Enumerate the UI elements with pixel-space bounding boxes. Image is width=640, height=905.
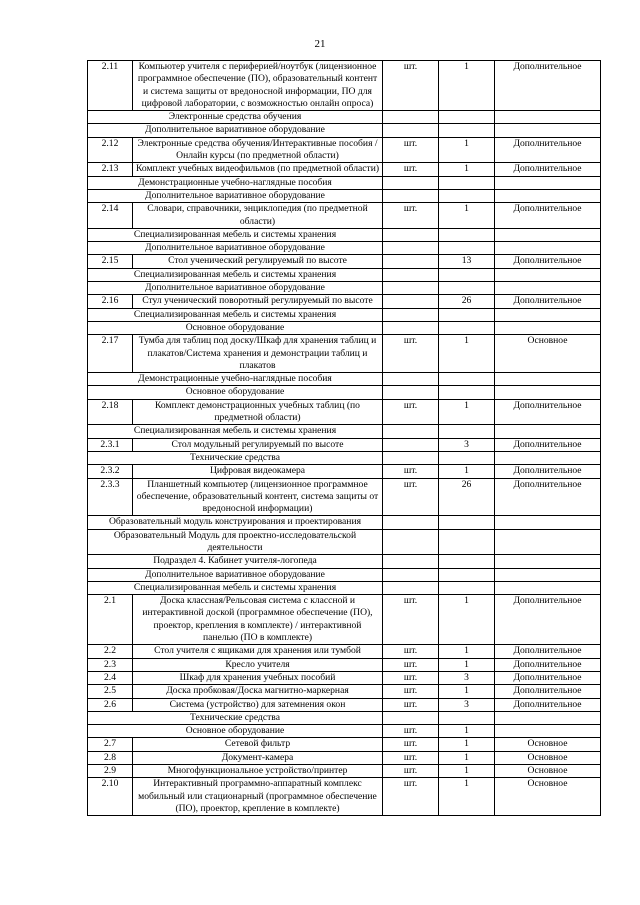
item-quantity: 1 xyxy=(439,778,495,816)
item-category: Основное xyxy=(495,335,601,373)
item-unit: шт. xyxy=(383,61,439,111)
table-row xyxy=(88,751,601,764)
item-number: 2.3.3 xyxy=(88,478,133,516)
item-quantity: 1 xyxy=(439,685,495,698)
table-row xyxy=(88,765,601,778)
item-name: Доска пробковая/Доска магнитно-маркерная xyxy=(133,685,383,698)
table-row xyxy=(88,335,601,373)
item-category: Основное xyxy=(495,765,601,778)
item-quantity: 1 xyxy=(439,61,495,111)
section-row xyxy=(88,373,601,386)
item-name: Стол ученический регулируемый по высоте xyxy=(133,255,383,268)
equipment-table xyxy=(87,60,601,816)
item-quantity xyxy=(439,425,495,438)
section-heading: Специализированная мебель и системы хранения xyxy=(88,228,383,241)
item-category: Дополнительное xyxy=(495,671,601,684)
item-number: 2.15 xyxy=(88,255,133,268)
item-quantity xyxy=(439,711,495,724)
item-unit xyxy=(383,451,439,464)
item-unit xyxy=(383,176,439,189)
section-heading: Дополнительное вариативное оборудование xyxy=(88,242,383,255)
item-quantity: 13 xyxy=(439,255,495,268)
item-category xyxy=(495,516,601,529)
item-name: Документ-камера xyxy=(133,751,383,764)
item-name: Комплект демонстрационных учебных таблиц (по предметной области) xyxy=(133,399,383,425)
item-unit xyxy=(383,568,439,581)
item-quantity xyxy=(439,268,495,281)
table-row xyxy=(88,658,601,671)
table-row xyxy=(88,478,601,516)
item-name: Стол модульный регулируемый по высоте xyxy=(133,438,383,451)
item-name: Сетевой фильтр xyxy=(133,738,383,751)
item-category: Дополнительное xyxy=(495,163,601,176)
item-quantity: 1 xyxy=(439,203,495,229)
item-number: 2.11 xyxy=(88,61,133,111)
section-row xyxy=(88,189,601,202)
item-number: 2.13 xyxy=(88,163,133,176)
item-unit: шт. xyxy=(383,595,439,645)
item-category xyxy=(495,189,601,202)
table-row xyxy=(88,778,601,816)
section-heading: Образовательный модуль конструирования и проектирования xyxy=(88,516,383,529)
section-heading: Демонстрационные учебно-наглядные пособия xyxy=(88,373,383,386)
item-quantity xyxy=(439,124,495,137)
item-category xyxy=(495,386,601,399)
section-heading: Технические средства xyxy=(88,711,383,724)
section-row xyxy=(88,568,601,581)
item-category xyxy=(495,176,601,189)
section-row xyxy=(88,228,601,241)
item-quantity xyxy=(439,386,495,399)
item-unit xyxy=(383,425,439,438)
section-row xyxy=(88,176,601,189)
item-quantity: 1 xyxy=(439,658,495,671)
section-heading: Специализированная мебель и системы хранения xyxy=(88,268,383,281)
item-quantity: 3 xyxy=(439,671,495,684)
item-name: Словари, справочники, энциклопедия (по предметной области) xyxy=(133,203,383,229)
item-category xyxy=(495,555,601,568)
item-unit xyxy=(383,228,439,241)
item-number: 2.3 xyxy=(88,658,133,671)
item-category: Дополнительное xyxy=(495,465,601,478)
item-name: Планшетный компьютер (лицензионное программное обеспечение, образовательный контент, система защиты от вредоносной информации) xyxy=(133,478,383,516)
item-unit: шт. xyxy=(383,335,439,373)
table-row xyxy=(88,399,601,425)
section-row xyxy=(88,308,601,321)
item-unit xyxy=(383,386,439,399)
section-row xyxy=(88,425,601,438)
item-quantity: 26 xyxy=(439,478,495,516)
item-quantity xyxy=(439,516,495,529)
section-row xyxy=(88,555,601,568)
item-quantity: 1 xyxy=(439,751,495,764)
item-quantity xyxy=(439,451,495,464)
section-row xyxy=(88,321,601,334)
table-row xyxy=(88,465,601,478)
item-quantity xyxy=(439,373,495,386)
table-row xyxy=(88,698,601,711)
item-quantity xyxy=(439,228,495,241)
item-category: Дополнительное xyxy=(495,399,601,425)
item-number: 2.3.2 xyxy=(88,465,133,478)
item-category: Дополнительное xyxy=(495,478,601,516)
item-category xyxy=(495,568,601,581)
item-quantity: 1 xyxy=(439,137,495,163)
item-name: Электронные средства обучения/Интерактивные пособия / Онлайн курсы (по предметной области) xyxy=(133,137,383,163)
item-category xyxy=(495,111,601,124)
item-quantity xyxy=(439,111,495,124)
table-row xyxy=(88,61,601,111)
item-quantity xyxy=(439,581,495,594)
item-quantity xyxy=(439,529,495,555)
table-row xyxy=(88,671,601,684)
item-category xyxy=(495,228,601,241)
item-number: 2.18 xyxy=(88,399,133,425)
table-row xyxy=(88,203,601,229)
item-unit xyxy=(383,711,439,724)
item-number: 2.14 xyxy=(88,203,133,229)
item-category: Дополнительное xyxy=(495,698,601,711)
item-unit xyxy=(383,321,439,334)
item-name: Доска классная/Рельсовая система с классной и интерактивной доской (программное обеспечение (ПО), проектор, крепления в комплекте) / интерактивной панелью (ПО в комплекте) xyxy=(133,595,383,645)
section-row xyxy=(88,711,601,724)
item-category xyxy=(495,425,601,438)
item-quantity: 1 xyxy=(439,765,495,778)
item-unit: шт. xyxy=(383,698,439,711)
item-quantity: 1 xyxy=(439,595,495,645)
table-row xyxy=(88,295,601,308)
item-number: 2.8 xyxy=(88,751,133,764)
item-quantity xyxy=(439,555,495,568)
section-row xyxy=(88,516,601,529)
section-row xyxy=(88,111,601,124)
item-number: 2.4 xyxy=(88,671,133,684)
item-category: Дополнительное xyxy=(495,438,601,451)
item-unit xyxy=(383,581,439,594)
item-quantity xyxy=(439,568,495,581)
table-row xyxy=(88,685,601,698)
item-category xyxy=(495,321,601,334)
section-row xyxy=(88,386,601,399)
item-category: Дополнительное xyxy=(495,61,601,111)
item-quantity xyxy=(439,242,495,255)
item-number: 2.3.1 xyxy=(88,438,133,451)
item-unit xyxy=(383,268,439,281)
item-unit xyxy=(383,282,439,295)
item-unit xyxy=(383,529,439,555)
section-heading: Специализированная мебель и системы хранения xyxy=(88,308,383,321)
item-unit xyxy=(383,555,439,568)
section-row xyxy=(88,529,601,555)
section-heading: Дополнительное вариативное оборудование xyxy=(88,568,383,581)
item-category xyxy=(495,711,601,724)
item-category xyxy=(495,451,601,464)
item-quantity: 1 xyxy=(439,399,495,425)
section-row xyxy=(88,268,601,281)
item-unit: шт. xyxy=(383,658,439,671)
item-quantity: 1 xyxy=(439,465,495,478)
item-unit xyxy=(383,373,439,386)
item-unit: шт. xyxy=(383,399,439,425)
item-unit: шт. xyxy=(383,778,439,816)
section-heading: Технические средства xyxy=(88,451,383,464)
item-category xyxy=(495,529,601,555)
table-row xyxy=(88,438,601,451)
section-heading: Электронные средства обучения xyxy=(88,111,383,124)
item-unit: шт. xyxy=(383,645,439,658)
item-category: Дополнительное xyxy=(495,203,601,229)
item-number: 2.12 xyxy=(88,137,133,163)
section-heading: Специализированная мебель и системы хранения xyxy=(88,425,383,438)
item-number: 2.1 xyxy=(88,595,133,645)
item-unit: шт. xyxy=(383,685,439,698)
section-heading: Основное оборудование xyxy=(88,725,383,738)
table-row xyxy=(88,645,601,658)
item-quantity xyxy=(439,308,495,321)
item-unit xyxy=(383,255,439,268)
section-heading: Основное оборудование xyxy=(88,386,383,399)
item-category xyxy=(495,242,601,255)
item-unit: шт. xyxy=(383,163,439,176)
item-unit xyxy=(383,438,439,451)
item-category xyxy=(495,373,601,386)
item-unit: шт. xyxy=(383,751,439,764)
item-category: Основное xyxy=(495,738,601,751)
item-unit: шт. xyxy=(383,203,439,229)
item-number: 2.10 xyxy=(88,778,133,816)
item-name: Компьютер учителя с периферией/ноутбук (лицензионное программное обеспечение (ПО), образовательный контент и система защиты от вредоносной информации, ПО для цифровой лаборатории, с возможностью онлайн опроса) xyxy=(133,61,383,111)
item-quantity xyxy=(439,189,495,202)
item-unit: шт. xyxy=(383,465,439,478)
item-category: Дополнительное xyxy=(495,658,601,671)
item-unit: шт. xyxy=(383,478,439,516)
item-unit: шт. xyxy=(383,765,439,778)
table-row xyxy=(88,595,601,645)
item-name: Цифровая видеокамера xyxy=(133,465,383,478)
item-category: Дополнительное xyxy=(495,645,601,658)
section-heading: Специализированная мебель и системы хранения xyxy=(88,581,383,594)
item-unit xyxy=(383,189,439,202)
item-number: 2.7 xyxy=(88,738,133,751)
item-category xyxy=(495,725,601,738)
section-heading: Подраздел 4. Кабинет учителя-логопеда xyxy=(88,555,383,568)
page-number: 21 xyxy=(314,38,326,50)
item-quantity: 3 xyxy=(439,438,495,451)
item-name: Интерактивный программно-аппаратный комплекс мобильный или стационарный (программное обеспечение (ПО), проектор, крепление в комплекте) xyxy=(133,778,383,816)
item-name: Шкаф для хранения учебных пособий xyxy=(133,671,383,684)
item-category xyxy=(495,581,601,594)
item-name: Комплект учебных видеофильмов (по предметной области) xyxy=(133,163,383,176)
item-category: Основное xyxy=(495,778,601,816)
item-unit xyxy=(383,111,439,124)
item-name: Стул ученический поворотный регулируемый по высоте xyxy=(133,295,383,308)
item-number: 2.5 xyxy=(88,685,133,698)
item-category xyxy=(495,124,601,137)
table-row xyxy=(88,255,601,268)
table-row xyxy=(88,137,601,163)
item-category xyxy=(495,282,601,295)
item-quantity: 1 xyxy=(439,163,495,176)
item-category: Дополнительное xyxy=(495,595,601,645)
section-row xyxy=(88,581,601,594)
item-quantity: 26 xyxy=(439,295,495,308)
item-unit xyxy=(383,242,439,255)
item-number: 2.9 xyxy=(88,765,133,778)
section-heading: Дополнительное вариативное оборудование xyxy=(88,189,383,202)
item-unit xyxy=(383,516,439,529)
table-row xyxy=(88,163,601,176)
item-category: Дополнительное xyxy=(495,685,601,698)
item-name: Многофункциональное устройство/принтер xyxy=(133,765,383,778)
item-number: 2.2 xyxy=(88,645,133,658)
item-quantity: 1 xyxy=(439,738,495,751)
item-name: Система (устройство) для затемнения окон xyxy=(133,698,383,711)
item-quantity xyxy=(439,176,495,189)
section-heading: Основное оборудование xyxy=(88,321,383,334)
item-unit xyxy=(383,308,439,321)
section-row xyxy=(88,124,601,137)
item-quantity: 1 xyxy=(439,335,495,373)
item-unit: шт. xyxy=(383,671,439,684)
item-name: Тумба для таблиц под доску/Шкаф для хранения таблиц и плакатов/Система хранения и демонстрации таблиц и плакатов xyxy=(133,335,383,373)
item-name: Стол учителя с ящиками для хранения или тумбой xyxy=(133,645,383,658)
section-row xyxy=(88,725,601,738)
section-row xyxy=(88,451,601,464)
section-row xyxy=(88,282,601,295)
item-number: 2.16 xyxy=(88,295,133,308)
item-quantity xyxy=(439,282,495,295)
item-category: Дополнительное xyxy=(495,295,601,308)
table-row xyxy=(88,738,601,751)
item-unit: шт. xyxy=(383,738,439,751)
section-heading: Демонстрационные учебно-наглядные пособия xyxy=(88,176,383,189)
item-number: 2.17 xyxy=(88,335,133,373)
item-unit xyxy=(383,295,439,308)
item-quantity: 1 xyxy=(439,645,495,658)
section-heading: Дополнительное вариативное оборудование xyxy=(88,282,383,295)
item-name: Кресло учителя xyxy=(133,658,383,671)
item-unit: шт. xyxy=(383,725,439,738)
item-category: Основное xyxy=(495,751,601,764)
section-row xyxy=(88,242,601,255)
item-unit: шт. xyxy=(383,137,439,163)
item-quantity: 3 xyxy=(439,698,495,711)
section-heading: Образовательный Модуль для проектно-исследовательской деятельности xyxy=(88,529,383,555)
item-quantity: 1 xyxy=(439,725,495,738)
item-category: Дополнительное xyxy=(495,137,601,163)
item-category xyxy=(495,308,601,321)
item-quantity xyxy=(439,321,495,334)
item-unit xyxy=(383,124,439,137)
item-number: 2.6 xyxy=(88,698,133,711)
item-category: Дополнительное xyxy=(495,255,601,268)
section-heading: Дополнительное вариативное оборудование xyxy=(88,124,383,137)
item-category xyxy=(495,268,601,281)
